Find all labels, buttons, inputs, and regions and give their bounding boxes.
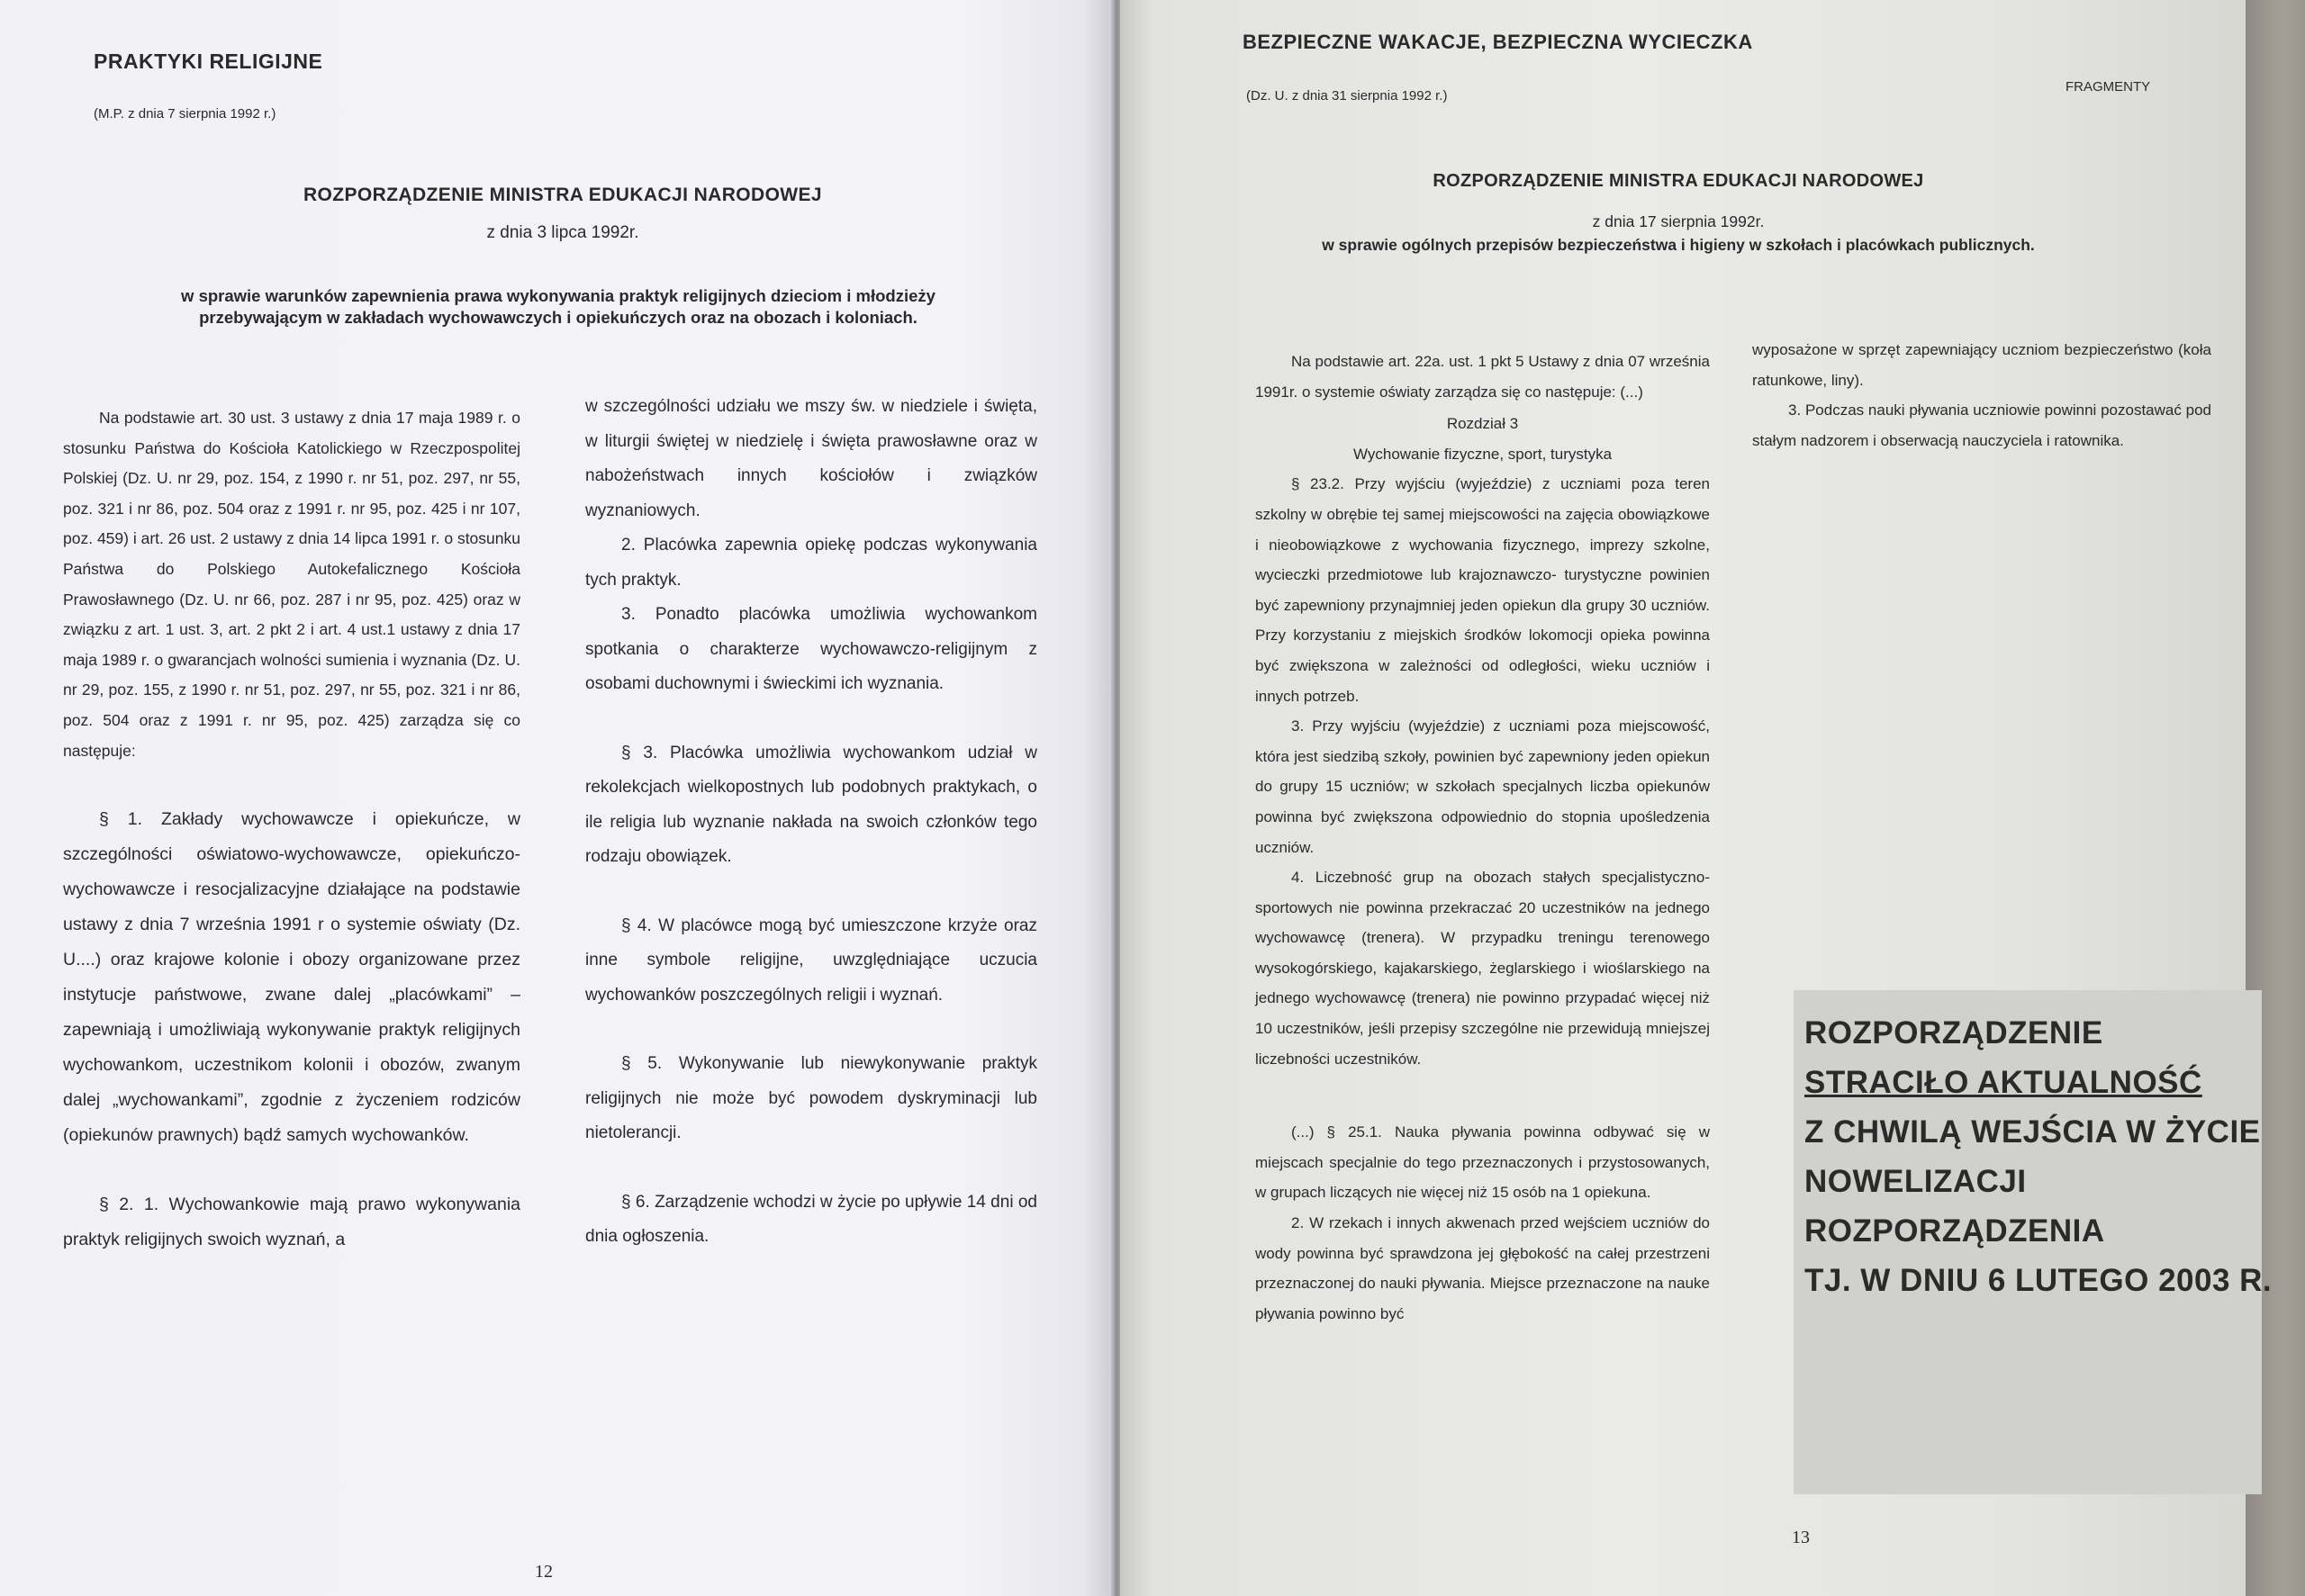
right-chapter: Rozdział 3: [1446, 415, 1519, 433]
left-heading: ROZPORZĄDZENIE MINISTRA EDUKACJI NARODOWEJ: [303, 185, 823, 205]
left-subject-1: w sprawie warunków zapewnienia prawa wykonywania praktyk religijnych dzieciom i młodzieży: [181, 286, 936, 305]
left-source: (M.P. z dnia 7 sierpnia 1992 r.): [94, 106, 276, 122]
right-column-1: [1255, 347, 1710, 1329]
right-page-title: BEZPIECZNE WAKACJE, BEZPIECZNA WYCIECZKA: [1243, 31, 1753, 53]
right-col1-para-5: 2. W rzekach i innych akwenach przed wejściem uczniów do wody powinna być sprawdzona jej głębokość na całej przestrzeni przeznaczonej do nauki pływania. Miejsce przeznaczone na nauke pływania powinno być: [1255, 1214, 1710, 1322]
right-col2-para-1: wyposażone w sprzęt zapewniający uczniom bezpieczeństwo (koła ratunkowe, liny).: [1752, 341, 2211, 389]
left-col2-para-1: w szczególności udziału we mszy św. w niedziele i święta, w liturgii świętej w niedzielę i święta prawosławne oraz w nabożeństwach innych kościołów i związków wyznaniowych.: [585, 397, 1037, 520]
left-page-title: PRAKTYKI RELIGIJNE: [94, 50, 323, 73]
right-col2-para-2: 3. Podczas nauki pływania uczniowie powinni pozostawać pod stałym nadzorem i obserwacją nauczyciela i ratownika.: [1752, 401, 2211, 449]
right-intro: Na podstawie art. 22a. ust. 1 pkt 5 Ustawy z dnia 07 września 1991r. o systemie oświaty zarządza się co następuje: (...): [1255, 353, 1710, 401]
left-col2-para-4: § 3. Placówka umożliwia wychowankom udział w rekolekcjach wielkopostnych lub podobnych praktykach, o ile religia lub wyznanie nakłada na swoich członków tego rodzaju obowiązek.: [585, 743, 1037, 866]
left-paragraph-1: § 1. Zakłady wychowawcze i opiekuńcze, w szczególności oświatowo-wychowawcze, opiekuńczo-wychowawcze i resocjalizacyjne działające na podstawie ustawy z dnia 7 września 1991 r o systemie oświaty (Dz. U....) oraz krajowe kolonie i obozy organizowane przez instytucje państwowe, zwane dalej „placówkami” – zapewniają i umożliwiają wykonywanie praktyk religijnych wychowankom, uczestnikom kolonii i obozów, zwanym dalej „wychowankami”, zgodnie z życzeniem rodziców (opiekunów prawnych) bądź samych wychowanków.: [63, 809, 520, 1146]
left-col2-para-3: 3. Ponadto placówka umożliwia wychowankom spotkania o charakterze wychowawczo-religijnym z osobami duchownymi i świeckimi ich wyznania.: [585, 605, 1037, 693]
left-column-1: [63, 403, 520, 1258]
right-column-2: [1752, 335, 2211, 455]
left-col2-para-5: § 4. W placówce mogą być umieszczone krzyże oraz inne symbole religijne, uwzględniające uczucia wychowanków poszczególnych religii i wyznań.: [585, 915, 1037, 1005]
right-source: (Dz. U. z dnia 31 sierpnia 1992 r.): [1246, 88, 1448, 104]
notice-line-4: NOWELIZACJI: [1804, 1164, 2027, 1199]
notice-line-3: Z CHWILĄ WEJŚCIA W ŻYCIE: [1804, 1114, 2261, 1150]
notice-line-5: ROZPORZĄDZENIA: [1804, 1213, 2105, 1249]
left-page-number: 12: [535, 1562, 553, 1582]
obsolete-notice: [1804, 1008, 2273, 1305]
left-subject-2: przebywającym w zakładach wychowawczych i opiekuńczych oraz na obozach i koloniach.: [199, 308, 917, 327]
right-col1-para-3: 4. Liczebność grup na obozach stałych specjalistyczno-sportowych nie powinna przekraczać 20 uczestników na jednego wychowawcę (trenera). W przypadku treningu terenowego wysokogórskiego, kajakarskiego, żeglarskiego i wioślarskiego na jednego wychowawcę (trenera) nie powinno przypadać więcej niż 10 uczestników, jeśli przepisy szczególne nie przewidują mniejszej liczebności uczestników.: [1255, 869, 1710, 1068]
left-date: z dnia 3 lipca 1992r.: [486, 223, 639, 242]
notice-line-6: TJ. W DNIU 6 LUTEGO 2003 R.: [1804, 1263, 2273, 1298]
right-subject: w sprawie ogólnych przepisów bezpieczeństwa i higieny w szkołach i placówkach publicznych.: [1322, 236, 2035, 254]
left-column-2: [585, 390, 1037, 1255]
right-fragments-label: FRAGMENTY: [2065, 79, 2151, 95]
left-col2-para-2: 2. Placówka zapewnia opiekę podczas wykonywania tych praktyk.: [585, 536, 1037, 590]
right-heading: ROZPORZĄDZENIE MINISTRA EDUKACJI NARODOWEJ: [1433, 171, 1924, 191]
right-date: z dnia 17 sierpnia 1992r.: [1592, 212, 1765, 230]
left-preamble: Na podstawie art. 30 ust. 3 ustawy z dnia 17 maja 1989 r. o stosunku Państwa do Kościoła Katolickiego w Rzeczpospolitej Polskiej (Dz. U. nr 29, poz. 154, z 1990 r. nr 51, poz. 297, nr 55, poz. 321 i nr 86, poz. 504 oraz z 1991 r. nr 95, poz. 425 i nr 107, poz. 459) i art. 26 ust. 2 ustawy z dnia 14 lipca 1991 r. o stosunku Państwa do Polskiego Autokefalicznego Kościoła Prawosławnego (Dz. U. nr 66, poz. 287 i nr 95, poz. 425) oraz w związku z art. 1 ust. 3, art. 2 pkt 2 i art. 4 ust.1 ustawy z dnia 17 maja 1989 r. o gwarancjach wolności sumienia i wyznania (Dz. U. nr 29, poz. 155, z 1990 r. nr 51, poz. 297, nr 55, poz. 321 i nr 86, poz. 504 oraz z 1991 r. nr 95, poz. 425) zarządza się co następuje:: [63, 409, 520, 760]
left-col2-para-7: § 6. Zarządzenie wchodzi w życie po upływie 14 dni od dnia ogłoszenia.: [585, 1192, 1037, 1246]
right-col1-para-4: (...) § 25.1. Nauka pływania powinna odbywać się w miejscach specjalnie do tego przeznaczonych i przystosowanych, w grupach liczących nie więcej niż 15 osób na 1 opiekuna.: [1255, 1123, 1710, 1202]
left-page: [0, 0, 1116, 1596]
right-col1-para-1: § 23.2. Przy wyjściu (wyjeździe) z uczniami poza teren szkolny w obrębie tej samej miejscowości na zajęcia obowiązkowe i nieobowiązkowe z wychowania fizycznego, imprezy szkolne, wycieczki przedmiotowe lub krajoznawczo- turystyczne powinien być zapewniony przynajmniej jeden opiekun dla grupy 30 uczniów. Przy korzystaniu z miejskich środków lokomocji opieka powinna być zwiększona w zależności od odległości, wieku uczniów i innych potrzeb.: [1255, 475, 1710, 705]
notice-line-2: STRACIŁO AKTUALNOŚĆ: [1804, 1065, 2202, 1100]
right-chapter-title: Wychowanie fizyczne, sport, turystyka: [1352, 445, 1613, 463]
left-paragraph-2: § 2. 1. Wychowankowie mają prawo wykonywania praktyk religijnych swoich wyznań, a: [63, 1195, 520, 1250]
right-page-number: 13: [1792, 1528, 1810, 1547]
right-col1-para-2: 3. Przy wyjściu (wyjeździe) z uczniami poza miejscowość, która jest siedzibą szkoły, powinien być zapewniony jeden opiekun do grupy 15 uczniów; w szkołach specjalnych liczba opiekunów powinna być zwiększona odpowiednio do stopnia upośledzenia uczniów.: [1255, 717, 1710, 856]
notice-line-1: ROZPORZĄDZENIE: [1804, 1015, 2103, 1050]
left-col2-para-6: § 5. Wykonywanie lub niewykonywanie praktyk religijnych nie może być powodem dyskryminacji lub nietolerancji.: [585, 1054, 1037, 1142]
